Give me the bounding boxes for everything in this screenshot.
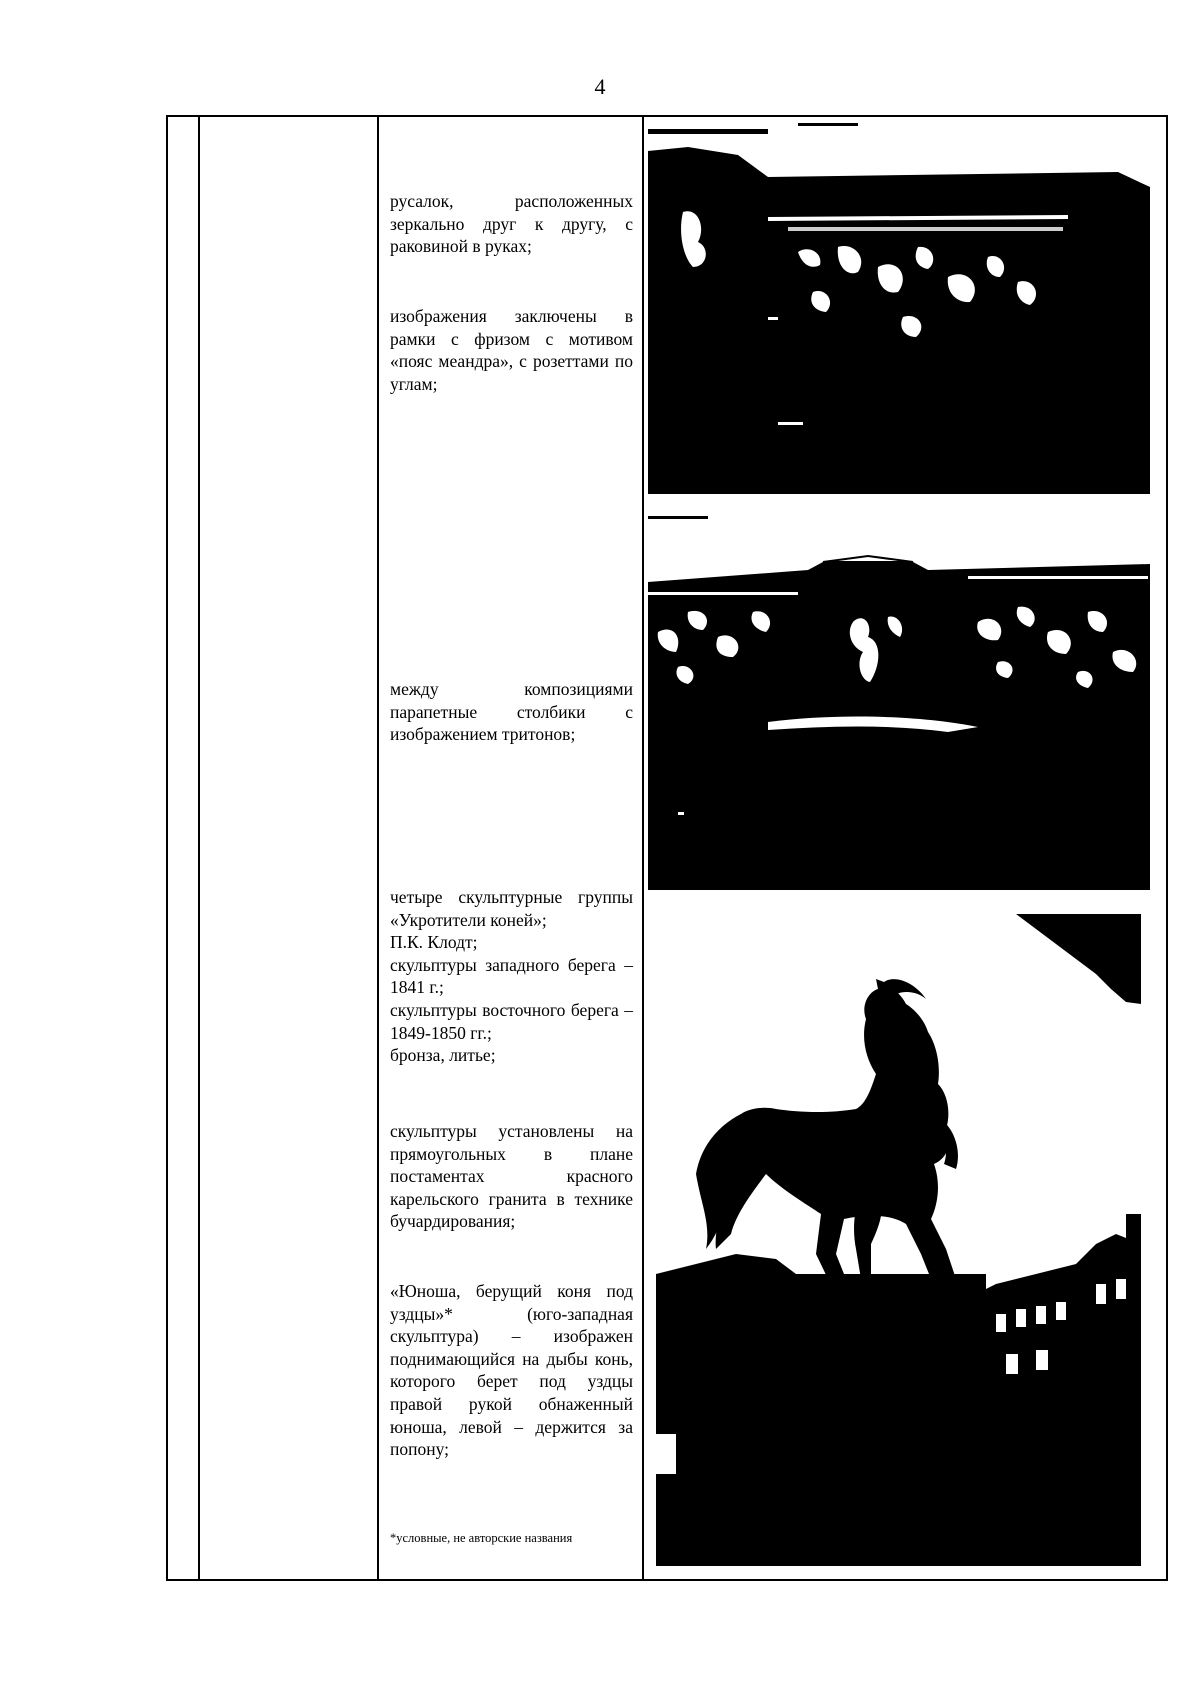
- page-number: 4: [594, 74, 606, 99]
- description-text: русалок, расположенных зеркально друг к другу, с раковиной в руках;: [390, 191, 633, 257]
- description-text: «Юноша, берущий коня под уздцы»* (юго-западная скульптура) – изображен поднимающийся на дыбы конь, которого берет под уздцы правой рукой обнаженный юноша, левой – держится за попону;: [390, 1281, 633, 1460]
- description-block-youth-sculpture: [390, 1280, 633, 1461]
- description-block-mermaids: [390, 190, 633, 258]
- photo-railing-mermaids: [648, 117, 1150, 494]
- description-text: между композициями парапетные столбики с изображением тритонов;: [390, 679, 633, 745]
- description-text: скульптуры установлены на прямоугольных в плане постаментах красного карельского гранита в технике бучардирования;: [390, 1121, 633, 1232]
- description-line: бронза, литье;: [390, 1045, 496, 1066]
- footnote: *условные, не авторские названия: [390, 1531, 573, 1545]
- description-block-horse-tamers: [390, 886, 633, 1067]
- description-line: скульптуры восточного берега – 1849-1850 гг.;: [390, 999, 633, 1043]
- description-block-pedestals: [390, 1120, 633, 1233]
- description-block-tritons: [390, 678, 633, 746]
- description-line: П.К. Клодт;: [390, 932, 478, 953]
- column-divider-3: [642, 117, 644, 1579]
- column-divider-2: [377, 117, 379, 1579]
- description-text: изображения заключены в рамки с фризом с мотивом «пояс меандра», с розеттами по углам;: [390, 306, 633, 394]
- column-divider-1: [198, 117, 200, 1579]
- photo-parapet-triton: [648, 512, 1150, 890]
- description-line: четыре скульптурные группы «Укротители коней»;: [390, 887, 633, 930]
- description-line: скульптуры западного берега – 1841 г.;: [390, 954, 633, 998]
- photo-horse-tamer-sculpture: [656, 914, 1141, 1566]
- description-block-meander-frame: [390, 305, 633, 395]
